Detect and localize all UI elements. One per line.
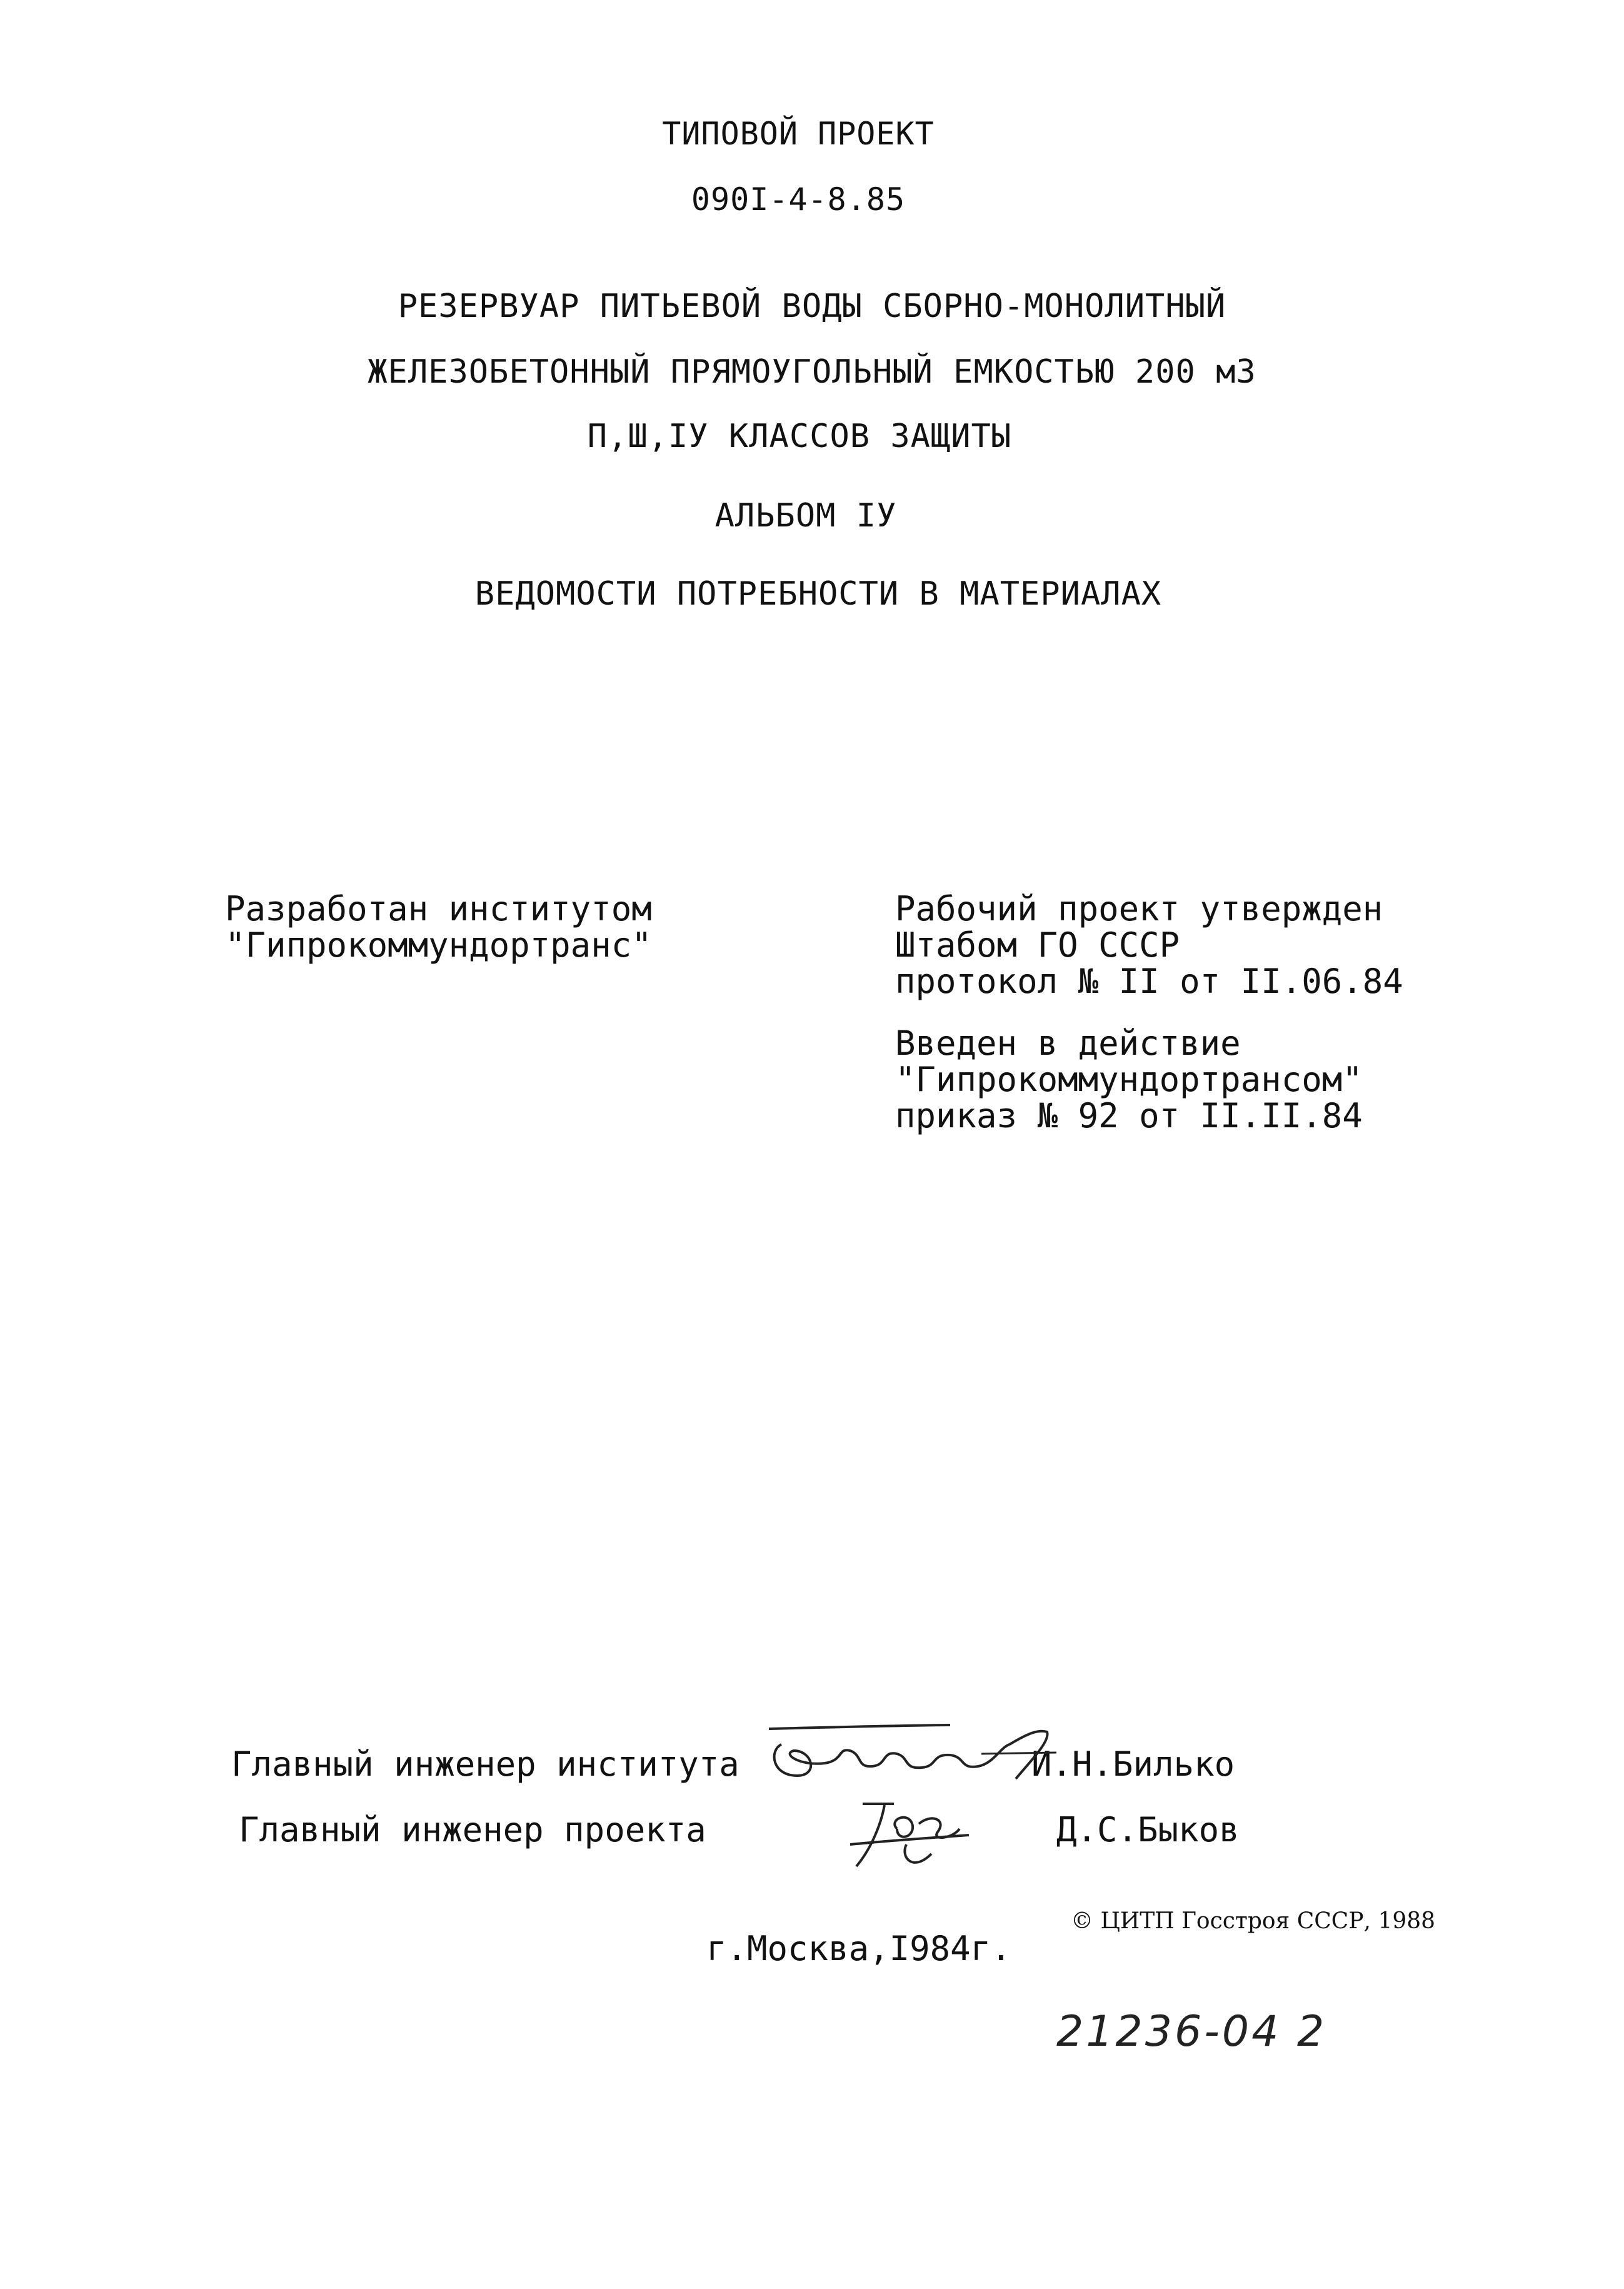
signatory-1-name: И.Н.Билько [1031, 1744, 1235, 1784]
approval-line-3: протокол № II от II.06.84 [895, 962, 1403, 1001]
title-line-2: ЖЕЛЕЗОБЕТОННЫЙ ПРЯМОУГОЛЬНЫЙ ЕМКОСТЬЮ 200 м3 [368, 353, 1256, 391]
title-line-3: П,Ш,IУ КЛАССОВ ЗАЩИТЫ [587, 418, 1012, 455]
approval-block [895, 891, 1403, 1000]
signatory-2-name: Д.С.Быков [1056, 1810, 1240, 1849]
enactment-line-2: "Гипрокоммундортрансом" [895, 1060, 1363, 1099]
signature-1-icon [763, 1716, 1063, 1791]
project-code: 090I-4-8.85 [691, 181, 906, 218]
signatory-2-position: Главный инженер проекта [239, 1810, 706, 1849]
signature-2-icon [838, 1785, 988, 1879]
signatory-1-position: Главный инженер института [231, 1744, 739, 1784]
album-label: АЛЬБОМ IУ [714, 497, 897, 535]
city-year: г.Москва,I984г. [706, 1929, 1011, 1968]
developer-line-2: "Гипрокоммундортранс" [225, 925, 652, 965]
enactment-line-1: Введен в действие [895, 1024, 1241, 1063]
enactment-line-3: приказ № 92 от II.II.84 [895, 1096, 1363, 1135]
inventory-number: 21236-04 2 [1056, 2007, 1327, 2056]
project-type: ТИПОВОЙ ПРОЕКТ [662, 116, 935, 152]
album-subject: ВЕДОМОСТИ ПОТРЕБНОСТИ В МАТЕРИАЛАХ [474, 575, 1162, 613]
title-line-1: РЕЗЕРВУАР ПИТЬЕВОЙ ВОДЫ СБОРНО-МОНОЛИТНЫЙ [398, 288, 1226, 325]
developer-line-1: Разработан институтом [225, 889, 652, 928]
approval-line-2: Штабом ГО СССР [895, 925, 1180, 965]
enactment-block [895, 1025, 1363, 1134]
copyright-notice: © ЦИТП Госстроя СССР, 1988 [1071, 1908, 1436, 1934]
developer-block [225, 891, 652, 963]
approval-line-1: Рабочий проект утвержден [895, 889, 1383, 928]
